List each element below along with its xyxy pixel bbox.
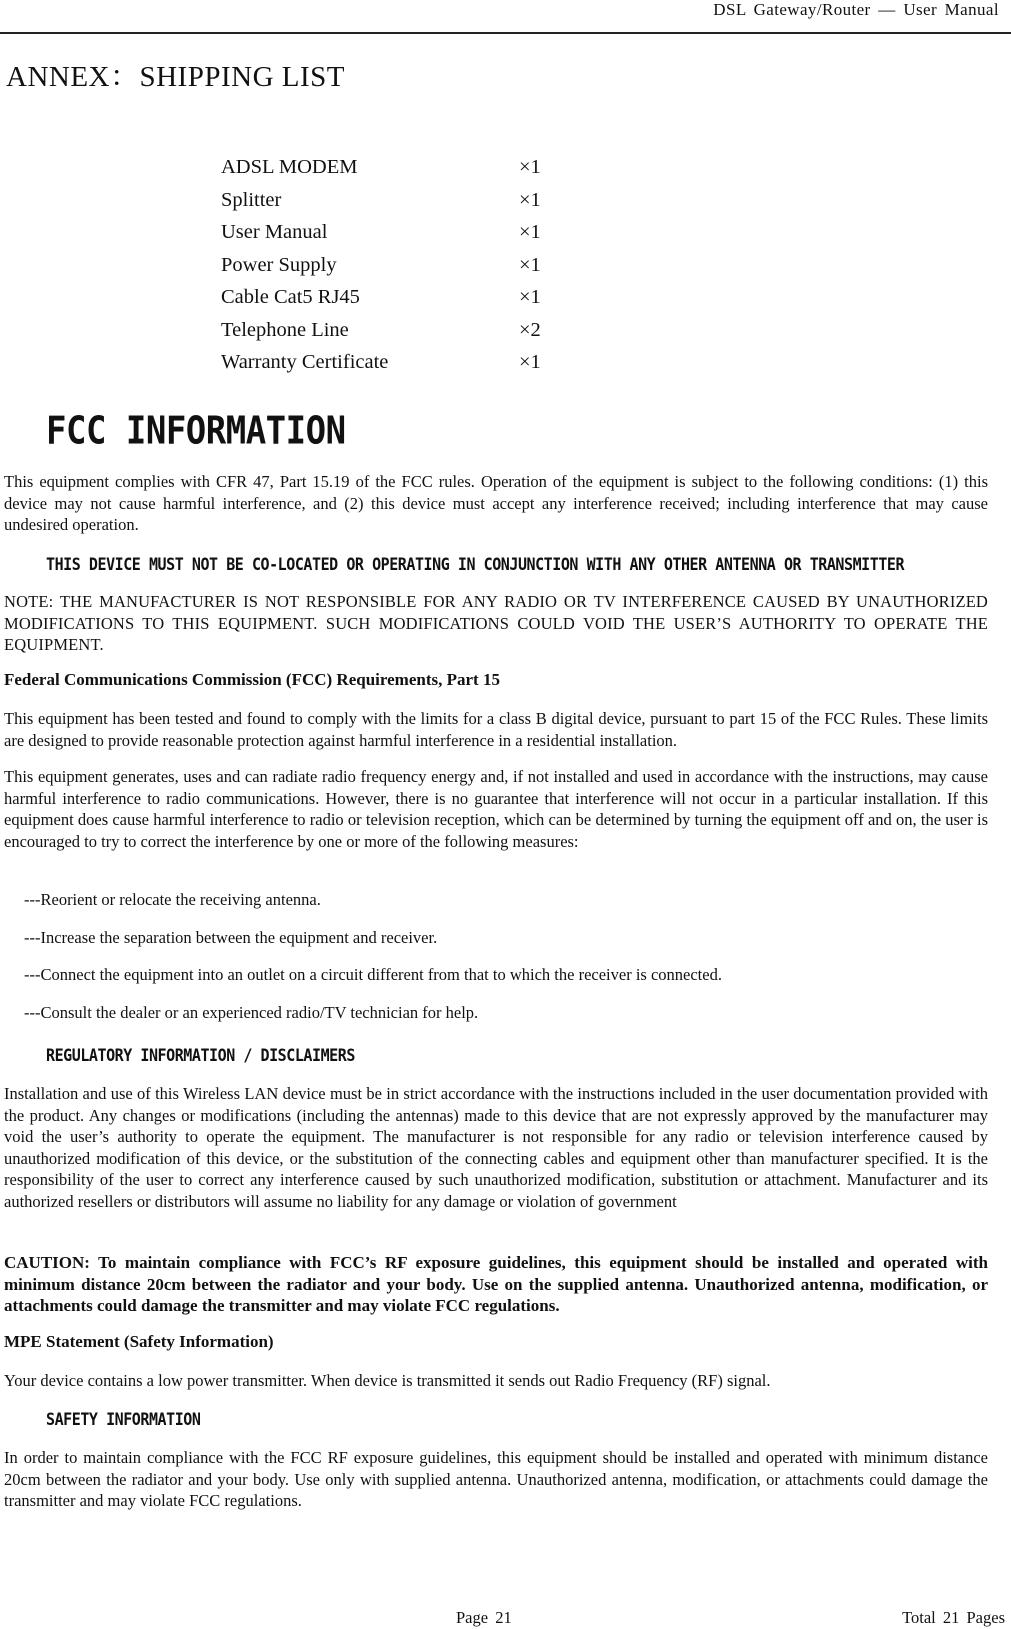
measure-item: ---Increase the separation between the equipment and receiver. <box>24 928 438 947</box>
item-name: Splitter <box>221 188 282 211</box>
fcc-heading: FCC INFORMATION <box>46 409 346 454</box>
measure-item: ---Connect the equipment into an outlet on a circuit different from that to which the receiver is connected. <box>24 965 722 984</box>
item-quantity: ×1 <box>519 286 541 308</box>
item-name: Cable Cat5 RJ45 <box>221 286 360 308</box>
item-name: Telephone Line <box>221 318 349 341</box>
item-name: User Manual <box>221 221 328 243</box>
item-quantity: ×1 <box>519 351 541 373</box>
safety-heading: SAFETY INFORMATION <box>46 1409 201 1430</box>
item-name: ADSL MODEM <box>221 156 358 178</box>
regulatory-heading: REGULATORY INFORMATION / DISCLAIMERS <box>46 1045 355 1066</box>
fcc-compliance-paragraph: This equipment complies with CFR 47, Part 15.19 of the FCC rules. Operation of the equipment is subject to the following conditions: (1) this device may not cause harmful interference, and (2) this device must accept any interference received; including interference that may cause undesired operation. <box>4 472 988 534</box>
caution-paragraph: CAUTION: To maintain compliance with FCC’s RF exposure guidelines, this equipment should be installed and operated with minimum distance 20cm between the radiator and your body. Use on the supplied antenna. Unauthorized antenna, modification, or attachments could damage the transmitter and may violate FCC regulations. <box>4 1253 988 1315</box>
page-header <box>0 0 1011 34</box>
measure-item: ---Reorient or relocate the receiving antenna. <box>24 890 321 909</box>
total-pages: Total 21 Pages <box>902 1608 1005 1627</box>
item-quantity: ×1 <box>519 188 541 211</box>
mpe-paragraph: Your device contains a low power transmitter. When device is transmitted it sends out Radio Frequency (RF) signal. <box>4 1371 771 1390</box>
page-number: Page 21 <box>456 1608 512 1627</box>
list-item <box>221 346 581 379</box>
interference-paragraph: This equipment generates, uses and can radiate radio frequency energy and, if not installed and used in accordance with the instructions, may cause harmful interference to radio communications. However, there is no guarantee that interference will not occur in a particular installation. If this equipment does cause harmful interference to radio or television reception, which can be determined by turning the equipment off and on, the user is encouraged to try to correct the interference by one or more of the following measures: <box>4 767 988 851</box>
item-quantity: ×2 <box>519 318 541 341</box>
list-item <box>221 216 581 249</box>
colocation-warning: THIS DEVICE MUST NOT BE CO-LOCATED OR OPERATING IN CONJUNCTION WITH ANY OTHER ANTENNA OR TRANSMITTER <box>46 554 905 575</box>
item-name: Power Supply <box>221 253 337 276</box>
list-item <box>221 184 581 217</box>
item-name: Warranty Certificate <box>221 351 389 373</box>
header-title: DSL Gateway/Router — User Manual <box>713 0 999 19</box>
item-quantity: ×1 <box>519 253 541 276</box>
item-quantity: ×1 <box>519 156 541 178</box>
shipping-list <box>221 151 581 379</box>
list-item <box>221 249 581 282</box>
annex-title: ANNEX：SHIPPING LIST <box>6 61 345 93</box>
measure-item: ---Consult the dealer or an experienced radio/TV technician for help. <box>24 1003 479 1022</box>
list-item <box>221 281 581 314</box>
safety-paragraph: In order to maintain compliance with the FCC RF exposure guidelines, this equipment should be installed and operated with minimum distance 20cm between the radiator and your body. Use only with supplied antenna. Unauthorized antenna, modification, or attachments could damage the transmitter and may violate FCC regulations. <box>4 1448 988 1510</box>
class-b-paragraph: This equipment has been tested and found to comply with the limits for a class B digital device, pursuant to part 15 of the FCC Rules. These limits are designed to provide reasonable protection against harmful interference in a residential installation. <box>4 709 988 750</box>
list-item <box>221 151 581 184</box>
list-item <box>221 314 581 347</box>
manufacturer-note: NOTE: THE MANUFACTURER IS NOT RESPONSIBLE FOR ANY RADIO OR TV INTERFERENCE CAUSED BY UNAUTHORIZED MODIFICATIONS TO THIS EQUIPMENT. SUCH MODIFICATIONS COULD VOID THE USER’S AUTHORITY TO OPERATE THE EQUIPMENT. <box>4 592 988 654</box>
fcc-requirements-heading: Federal Communications Commission (FCC) Requirements, Part 15 <box>4 670 500 689</box>
regulatory-paragraph: Installation and use of this Wireless LAN device must be in strict accordance with the instructions included in the user documentation provided with the product. Any changes or modifications (including the antennas) made to this device that are not expressly approved by the manufacturer may void the user’s authority to operate the equipment. The manufacturer is not responsible for any radio or television interference caused by unauthorized modification of this device, or the substitution of the connecting cables and equipment other than manufacturer specified. It is the responsibility of the user to correct any interference caused by such unauthorized modification, substitution or attachment. Manufacturer and its authorized resellers or distributors will assume no liability for any damage or violation of government <box>4 1084 988 1211</box>
item-quantity: ×1 <box>519 221 541 243</box>
mpe-heading: MPE Statement (Safety Information) <box>4 1332 274 1351</box>
